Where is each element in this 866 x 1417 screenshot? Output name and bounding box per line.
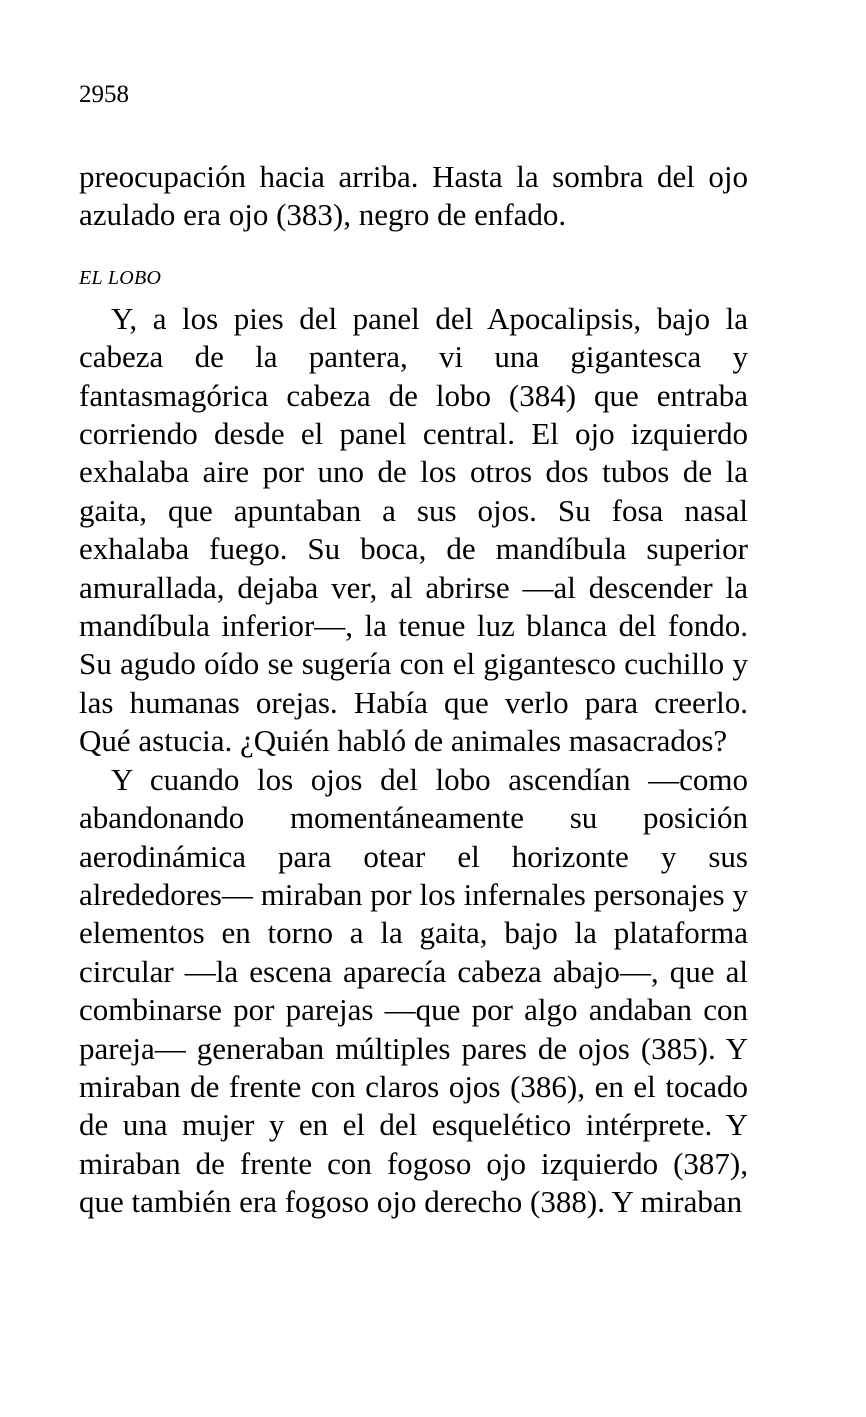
page-number: 2958: [79, 81, 129, 108]
section-heading: EL LOBO: [79, 266, 162, 289]
paragraph-continuation: preocupación hacia arriba. Hasta la sombra del ojo azulado era ojo (383), negro de enfado.: [79, 159, 748, 233]
paragraph: Y cuando los ojos del lobo ascendían —como abandonando momentáneamente su posición aerodinámica para otear el horizonte y sus alrededores— miraban por los infernales personajes y elementos en torno a la gaita, bajo la plataforma circular —la escena aparecía cabeza abajo—, que al combinarse por parejas —que por algo andaban con pareja— generaban múltiples pares de ojos (385). Y miraban de frente con claros ojos (386), en el tocado de una mujer y en el del esquelético intérprete. Y miraban de frente con fogoso ojo izquierdo (387), que también era fogoso ojo derecho (388). Y miraban: [79, 761, 748, 1220]
book-page: [79, 80, 748, 1222]
paragraph: Y, a los pies del panel del Apocalipsis, bajo la cabeza de la pantera, vi una gigantesca y fantasmagórica cabeza de lobo (384) que entraba corriendo desde el panel central. El ojo izquierdo exhalaba aire por uno de los otros dos tubos de la gaita, que apuntaban a sus ojos. Su fosa nasal exhalaba fuego. Su boca, de mandíbula superior amurallada, dejaba ver, al abrirse —al descender la mandíbula inferior—, la tenue luz blanca del fondo. Su agudo oído se sugería con el gigantesco cuchillo y las humanas orejas. Había que verlo para creerlo. Qué astucia. ¿Quién habló de animales masacrados?: [79, 300, 748, 759]
